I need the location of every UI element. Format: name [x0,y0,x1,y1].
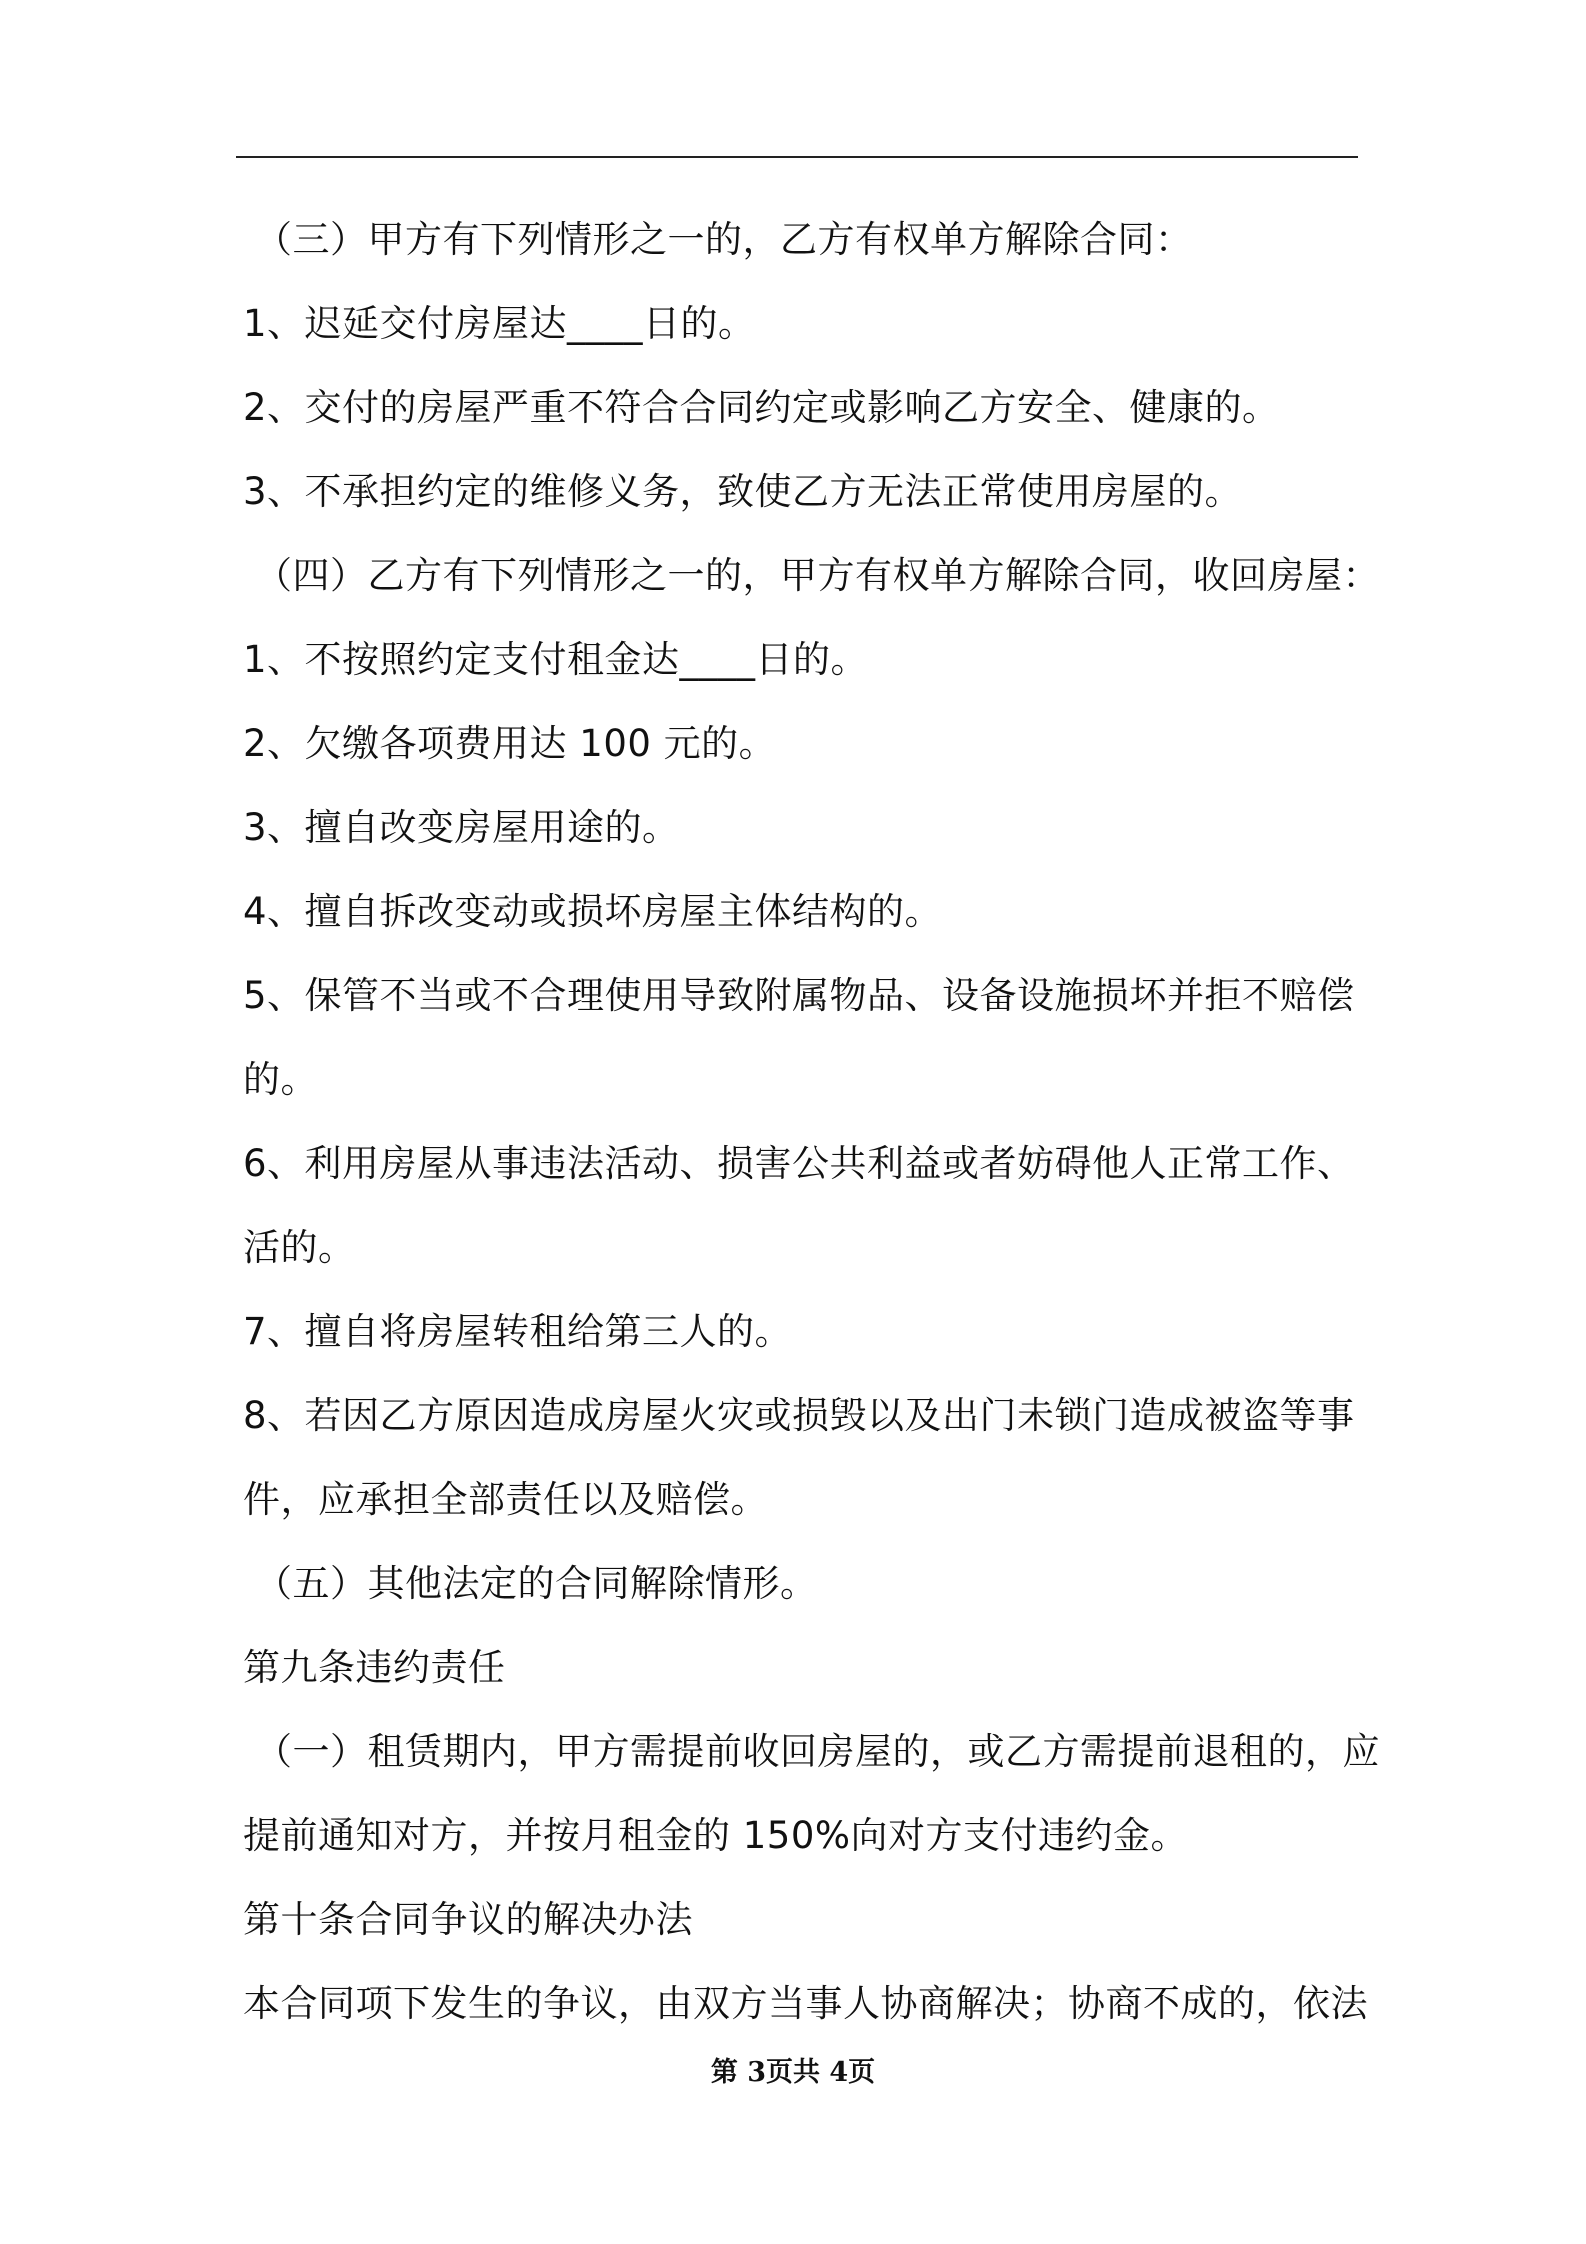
clause-line: 的。 [243,1058,318,1101]
clause-line: 3、擅自改变房屋用途的。 [243,806,680,849]
clause-line: （四）乙方有下列情形之一的，甲方有权单方解除合同，收回房屋： [255,554,1380,597]
clause-line: 3、不承担约定的维修义务，致使乙方无法正常使用房屋的。 [243,470,1243,513]
clause-line: 本合同项下发生的争议，由双方当事人协商解决；协商不成的，依法 [243,1982,1368,2025]
clause-line: 4、擅自拆改变动或损坏房屋主体结构的。 [243,890,943,933]
clause-line: （三）甲方有下列情形之一的，乙方有权单方解除合同： [255,218,1193,261]
clause-line: 活的。 [243,1226,356,1269]
clause-line: 8、若因乙方原因造成房屋火灾或损毁以及出门未锁门造成被盗等事 [243,1394,1355,1437]
clause-line: 2、交付的房屋严重不符合合同约定或影响乙方安全、健康的。 [243,386,1280,429]
clause-line: 7、擅自将房屋转租给第三人的。 [243,1310,793,1353]
clause-line: 6、利用房屋从事违法活动、损害公共利益或者妨碍他人正常工作、 [243,1142,1355,1185]
clause-line: 提前通知对方，并按月租金的 150%向对方支付违约金。 [243,1814,1189,1857]
clause-line: 件，应承担全部责任以及赔偿。 [243,1478,768,1521]
clause-line: 2、欠缴各项费用达 100 元的。 [243,722,777,765]
page-number: 第 3页共 4页 [710,2057,876,2088]
clause-line: 5、保管不当或不合理使用导致附属物品、设备设施损坏并拒不赔偿 [243,974,1355,1017]
article-heading: 第十条合同争议的解决办法 [243,1898,693,1941]
clause-line: 1、迟延交付房屋达____日的。 [243,302,756,345]
clause-line: （五）其他法定的合同解除情形。 [255,1562,818,1605]
clause-line: 1、不按照约定支付租金达____日的。 [243,638,869,681]
document-body [243,198,1380,2046]
article-heading: 第九条违约责任 [243,1646,506,1689]
header-rule [236,156,1358,158]
clause-line: （一）租赁期内，甲方需提前收回房屋的，或乙方需提前退租的，应 [255,1730,1380,1773]
